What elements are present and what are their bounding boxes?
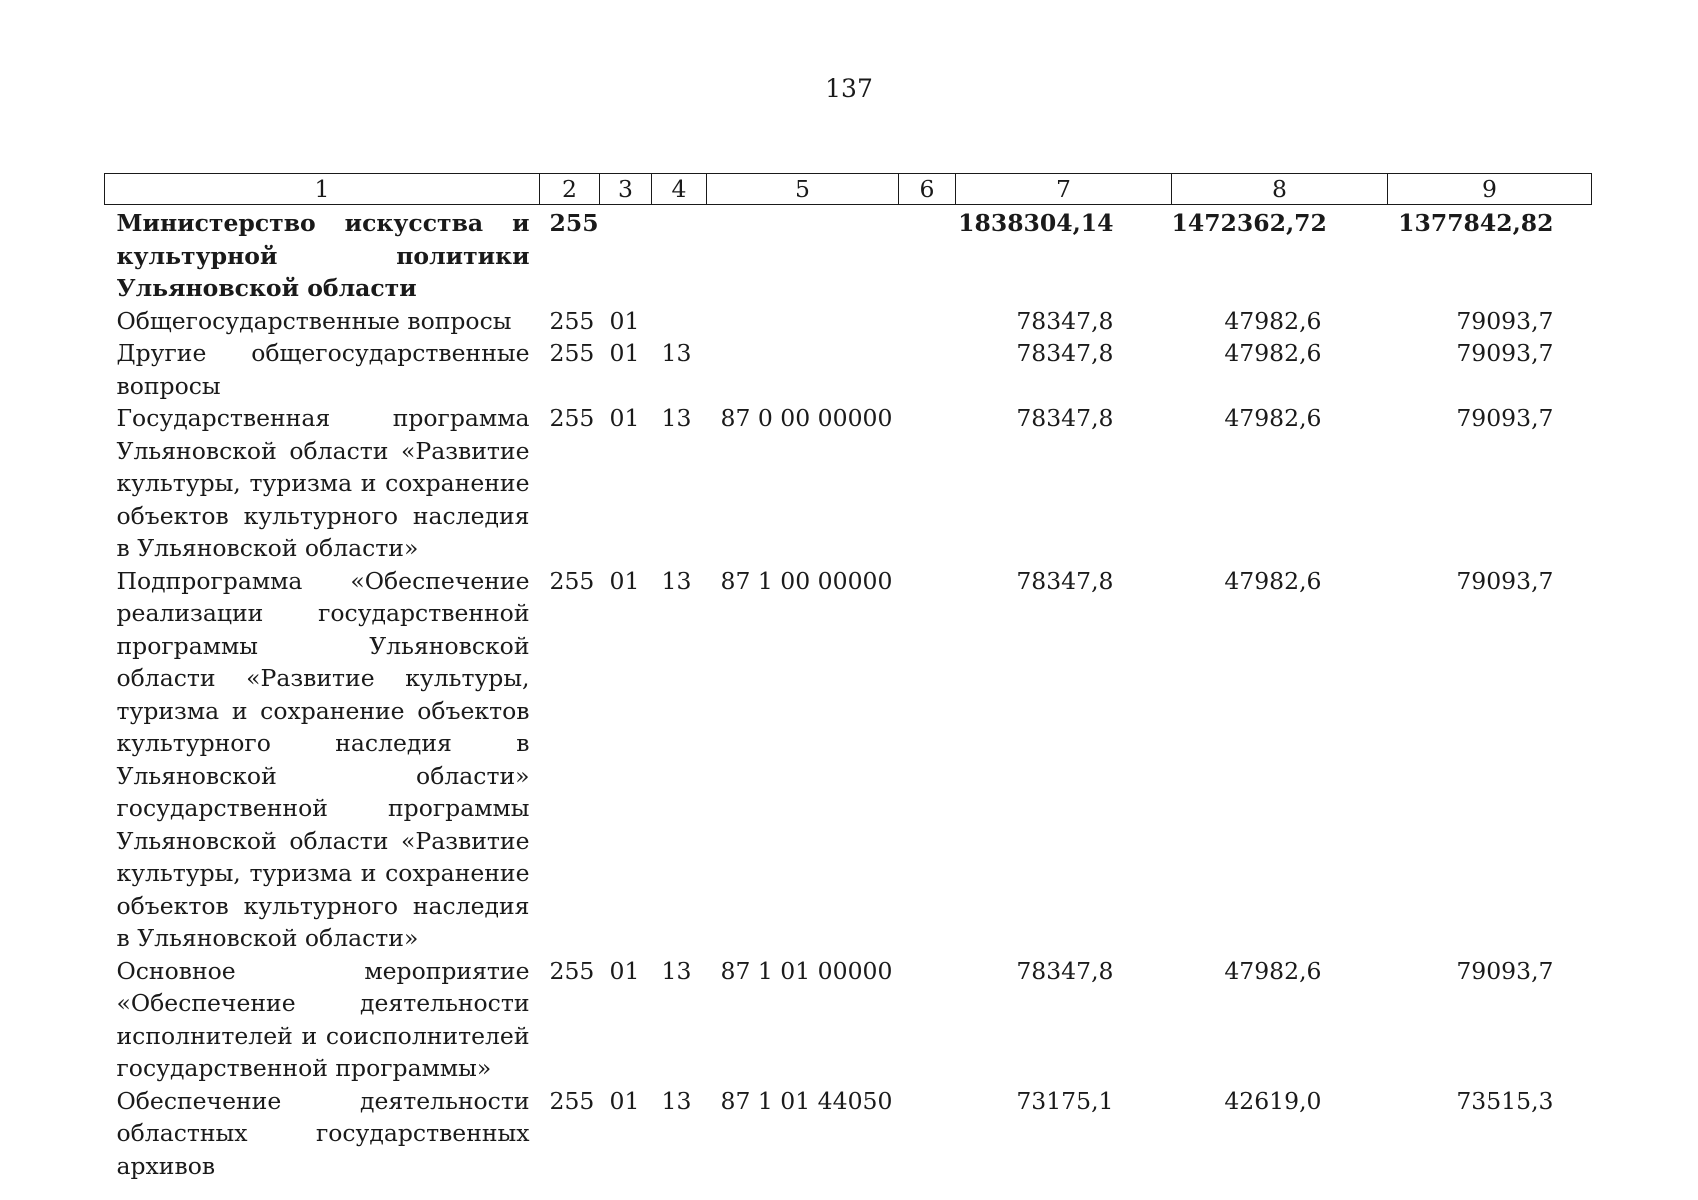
row-ministry-code: 255	[549, 404, 595, 432]
row-name: Общегосударственные вопросы	[116, 306, 512, 335]
row-subsection: 13	[661, 339, 692, 367]
row-expense-type	[899, 205, 956, 305]
row-expense-type	[899, 1085, 956, 1183]
row-expense-type	[899, 565, 956, 955]
row-amount-col7: 78347,8	[1016, 306, 1114, 335]
row-name: Другие общегосударственные вопросы	[116, 339, 530, 400]
row-amount-col8: 1472362,72	[1171, 209, 1327, 237]
row-section: 01	[609, 956, 640, 985]
row-ministry-code: 255	[549, 339, 595, 367]
row-target-article	[707, 337, 899, 402]
row-expense-type	[899, 305, 956, 338]
row-amount-col8: 42619,0	[1224, 1086, 1322, 1115]
table-row	[105, 205, 1592, 305]
row-expense-type	[899, 955, 956, 1085]
row-amount-col7: 73175,1	[1016, 1086, 1114, 1115]
row-amount-col7: 78347,8	[1016, 404, 1114, 432]
row-section: 01	[609, 339, 640, 367]
row-target-article: 87 0 00 00000	[720, 404, 893, 432]
row-ministry-code: 255	[549, 306, 595, 335]
row-section: 01	[609, 1086, 640, 1115]
row-target-article: 87 1 01 00000	[720, 956, 893, 985]
row-amount-col8: 47982,6	[1224, 404, 1322, 432]
row-amount-col9: 73515,3	[1456, 1086, 1554, 1115]
row-amount-col7: 78347,8	[1016, 339, 1114, 367]
header-col-8: 8	[1172, 174, 1388, 205]
row-amount-col9: 79093,7	[1456, 306, 1554, 335]
row-ministry-code: 255	[549, 1086, 595, 1115]
page-number: 137	[825, 74, 873, 103]
row-name: Основное мероприятие «Обеспечение деятельности исполнителей и соисполнителей государственной программы»	[116, 956, 530, 1082]
header-col-1: 1	[105, 174, 540, 205]
header-col-9: 9	[1388, 174, 1592, 205]
row-amount-col8: 47982,6	[1224, 339, 1322, 367]
row-target-article: 87 1 01 44050	[720, 1086, 893, 1115]
row-target-article: 87 1 00 00000	[720, 566, 893, 595]
row-ministry-code: 255	[549, 566, 595, 595]
row-amount-col7: 1838304,14	[958, 209, 1114, 237]
table-row	[105, 402, 1592, 565]
row-amount-col8: 47982,6	[1224, 306, 1322, 335]
row-section	[600, 205, 652, 305]
table-row	[105, 337, 1592, 402]
row-target-article	[707, 305, 899, 338]
row-amount-col9: 79093,7	[1456, 956, 1554, 985]
row-amount-col8: 47982,6	[1224, 956, 1322, 985]
row-subsection: 13	[661, 566, 692, 595]
row-ministry-code: 255	[549, 956, 595, 985]
row-subsection: 13	[661, 404, 692, 432]
header-col-7: 7	[956, 174, 1172, 205]
row-subsection: 13	[661, 956, 692, 985]
row-section: 01	[609, 306, 640, 335]
row-ministry-code: 255	[549, 209, 599, 237]
header-col-6: 6	[899, 174, 956, 205]
row-subsection	[652, 305, 707, 338]
row-amount-col9: 79093,7	[1456, 566, 1554, 595]
table-row	[105, 1085, 1592, 1183]
row-section: 01	[609, 566, 640, 595]
row-subsection	[652, 205, 707, 305]
row-name: Министерство искусства и культурной политики Ульяновской области	[116, 209, 530, 302]
row-amount-col9: 79093,7	[1456, 404, 1554, 432]
table-row	[105, 305, 1592, 338]
row-target-article	[707, 205, 899, 305]
row-section: 01	[609, 404, 640, 432]
table-row	[105, 955, 1592, 1085]
header-row	[105, 174, 1592, 205]
header-col-3: 3	[600, 174, 652, 205]
table-row	[105, 565, 1592, 955]
budget-table	[104, 173, 1592, 1182]
row-amount-col8: 47982,6	[1224, 566, 1322, 595]
row-name: Подпрограмма «Обеспечение реализации государственной программы Ульяновской области «Развитие культуры, туризма и сохранение объектов культурного наследия в Ульяновской области» государственной программы Ульяновской области «Развитие культуры, туризма и сохранение объектов культурного наследия в Ульяновской области»	[116, 566, 530, 952]
row-expense-type	[899, 337, 956, 402]
row-name: Государственная программа Ульяновской области «Развитие культуры, туризма и сохранение объектов культурного наследия в Ульяновской области»	[116, 404, 530, 562]
row-amount-col7: 78347,8	[1016, 956, 1114, 985]
row-amount-col9: 79093,7	[1456, 339, 1554, 367]
row-amount-col7: 78347,8	[1016, 566, 1114, 595]
row-name: Обеспечение деятельности областных государственных архивов	[116, 1086, 530, 1180]
header-col-2: 2	[540, 174, 600, 205]
row-expense-type	[899, 402, 956, 565]
row-subsection: 13	[661, 1086, 692, 1115]
row-amount-col9: 1377842,82	[1398, 209, 1554, 237]
header-col-5: 5	[707, 174, 899, 205]
header-col-4: 4	[652, 174, 707, 205]
